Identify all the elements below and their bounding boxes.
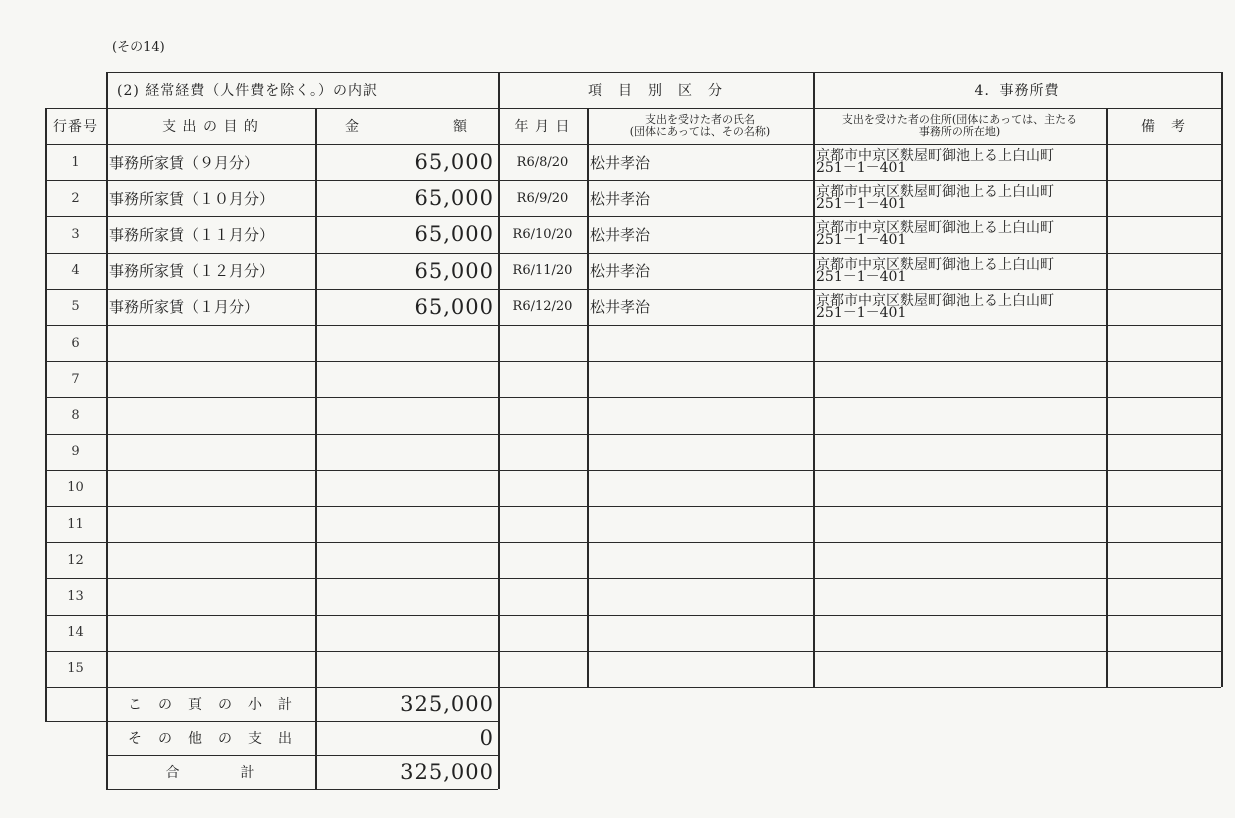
row-amount — [315, 470, 498, 506]
row-purpose: 事務所家賃（９月分） — [109, 153, 260, 172]
row-purpose — [106, 470, 315, 506]
subtotal-value: 325,000 — [400, 692, 494, 716]
row-no: 4 — [71, 263, 80, 279]
row-amount — [315, 434, 498, 470]
row-payee-addr — [813, 289, 1106, 325]
row-no: 8 — [71, 407, 80, 423]
row-no: 12 — [67, 552, 84, 568]
row-payee-addr-2: 251－1－401 — [816, 196, 907, 213]
col-payee-name-2: (団体にあっては、その名称) — [629, 125, 771, 138]
row-payee-name: 松井孝治 — [590, 189, 651, 208]
row-remarks — [1106, 180, 1221, 216]
row-date: R6/10/20 — [512, 226, 573, 242]
row-remarks — [1106, 397, 1221, 433]
rule-col — [1221, 72, 1223, 687]
row-payee-addr — [813, 651, 1106, 687]
row-payee-name — [587, 397, 813, 433]
row-remarks — [1106, 470, 1221, 506]
row-payee-addr — [813, 397, 1106, 433]
row-remarks — [1106, 144, 1221, 180]
col-date: 年 月 日 — [514, 119, 571, 135]
row-purpose — [106, 542, 315, 578]
row-remarks — [1106, 253, 1221, 289]
row-payee-name: 松井孝治 — [590, 298, 651, 317]
row-payee-name — [587, 325, 813, 361]
row-no: 13 — [67, 588, 84, 604]
row-payee-addr-1: 京都市中京区麩屋町御池上る上白山町 — [816, 256, 1054, 273]
row-date — [498, 325, 587, 361]
row-amount — [315, 506, 498, 542]
row-no: 14 — [67, 625, 84, 641]
category-value: 4．事務所費 — [974, 83, 1060, 99]
row-payee-addr — [813, 180, 1106, 216]
row-purpose — [106, 397, 315, 433]
row-no: 15 — [67, 661, 84, 677]
row-payee-addr — [813, 144, 1106, 180]
row-purpose: 事務所家賃（１月分） — [109, 298, 260, 317]
col-row-no: 行番号 — [53, 119, 98, 135]
row-no: 9 — [71, 444, 80, 460]
row-purpose — [106, 506, 315, 542]
col-amount-b: 額 — [453, 119, 468, 135]
row-amount: 65,000 — [414, 222, 494, 247]
rule-total — [45, 721, 106, 722]
row-remarks — [1106, 651, 1221, 687]
row-payee-addr — [813, 325, 1106, 361]
other-label: そ の 他 の 支 出 — [128, 731, 293, 747]
col-payee-addr-1: 支出を受けた者の住所(団体にあっては、主たる — [841, 113, 1078, 126]
row-purpose — [106, 434, 315, 470]
row-payee-addr — [813, 615, 1106, 651]
row-payee-name: 松井孝治 — [590, 153, 651, 172]
row-no: 7 — [71, 371, 80, 387]
row-payee-name — [587, 651, 813, 687]
row-amount — [315, 615, 498, 651]
col-payee-addr — [813, 108, 1106, 144]
row-date: R6/12/20 — [512, 299, 573, 315]
row-purpose — [106, 651, 315, 687]
row-remarks — [1106, 434, 1221, 470]
row-amount — [315, 542, 498, 578]
row-purpose: 事務所家賃（１２月分） — [109, 262, 275, 281]
row-date — [498, 397, 587, 433]
row-date — [498, 651, 587, 687]
row-payee-addr-1: 京都市中京区麩屋町御池上る上白山町 — [816, 292, 1054, 309]
other-value: 0 — [479, 726, 494, 750]
row-payee-name — [587, 542, 813, 578]
page-label: (その14) — [112, 40, 165, 55]
row-purpose: 事務所家賃（１１月分） — [109, 225, 275, 244]
category-title: 項 目 別 区 分 — [588, 83, 723, 99]
row-amount: 65,000 — [414, 294, 494, 319]
row-remarks — [1106, 325, 1221, 361]
row-remarks — [1106, 615, 1221, 651]
row-purpose: 事務所家賃（１０月分） — [109, 189, 275, 208]
row-remarks — [1106, 578, 1221, 614]
row-payee-addr — [813, 542, 1106, 578]
row-payee-addr — [813, 361, 1106, 397]
row-payee-addr — [813, 434, 1106, 470]
col-payee-addr-2: 事務所の所在地) — [918, 125, 1001, 138]
row-date — [498, 470, 587, 506]
col-amount — [315, 108, 498, 144]
row-payee-name — [587, 615, 813, 651]
row-date: R6/8/20 — [516, 154, 569, 170]
row-date — [498, 615, 587, 651]
row-remarks — [1106, 216, 1221, 252]
row-amount — [315, 325, 498, 361]
row-payee-addr-2: 251－1－401 — [816, 304, 907, 321]
row-no: 11 — [67, 516, 84, 532]
subtotal-label: こ の 頁 の 小 計 — [128, 697, 293, 713]
row-payee-name — [587, 470, 813, 506]
row-amount — [315, 651, 498, 687]
col-amount-a: 金 — [345, 119, 360, 135]
row-remarks — [1106, 289, 1221, 325]
row-payee-addr — [813, 253, 1106, 289]
section-title: (2) 経常経費（人件費を除く。）の内訳 — [117, 83, 379, 99]
total-label: 合 計 — [165, 765, 256, 781]
row-payee-name — [587, 506, 813, 542]
row-payee-addr-2: 251－1－401 — [816, 232, 907, 249]
col-payee-name-1: 支出を受けた者の氏名 — [645, 113, 755, 126]
row-payee-name: 松井孝治 — [590, 262, 651, 281]
row-remarks — [1106, 361, 1221, 397]
row-date: R6/9/20 — [516, 190, 569, 206]
row-payee-addr — [813, 470, 1106, 506]
row-remarks — [1106, 542, 1221, 578]
row-payee-addr-1: 京都市中京区麩屋町御池上る上白山町 — [816, 148, 1054, 165]
rule-total — [106, 789, 498, 790]
row-no: 6 — [71, 335, 80, 351]
col-remarks: 備 考 — [1141, 119, 1186, 135]
row-payee-name — [587, 578, 813, 614]
row-date: R6/11/20 — [512, 263, 573, 279]
row-no: 10 — [67, 480, 84, 496]
row-purpose — [106, 615, 315, 651]
row-date — [498, 542, 587, 578]
row-date — [498, 361, 587, 397]
row-payee-name — [587, 434, 813, 470]
row-amount — [315, 578, 498, 614]
row-payee-addr-1: 京都市中京区麩屋町御池上る上白山町 — [816, 220, 1054, 237]
row-amount — [315, 361, 498, 397]
row-amount: 65,000 — [414, 186, 494, 211]
row-payee-addr-1: 京都市中京区麩屋町御池上る上白山町 — [816, 184, 1054, 201]
row-no: 1 — [71, 154, 80, 170]
row-no: 3 — [71, 226, 80, 242]
row-purpose — [106, 361, 315, 397]
row-payee-addr — [813, 578, 1106, 614]
row-payee-name — [587, 361, 813, 397]
row-amount — [315, 397, 498, 433]
row-purpose — [106, 578, 315, 614]
row-payee-addr — [813, 216, 1106, 252]
row-amount: 65,000 — [414, 150, 494, 175]
row-date — [498, 578, 587, 614]
row-amount: 65,000 — [414, 258, 494, 283]
row-payee-addr-2: 251－1－401 — [816, 268, 907, 285]
col-payee-name — [587, 108, 813, 144]
row-purpose — [106, 325, 315, 361]
row-payee-addr-2: 251－1－401 — [816, 160, 907, 177]
row-no: 2 — [71, 190, 80, 206]
total-value: 325,000 — [400, 760, 494, 784]
col-purpose: 支 出 の 目 的 — [162, 119, 259, 135]
row-date — [498, 506, 587, 542]
row-payee-addr — [813, 506, 1106, 542]
row-remarks — [1106, 506, 1221, 542]
row-no: 5 — [71, 299, 80, 315]
row-date — [498, 434, 587, 470]
row-payee-name: 松井孝治 — [590, 225, 651, 244]
